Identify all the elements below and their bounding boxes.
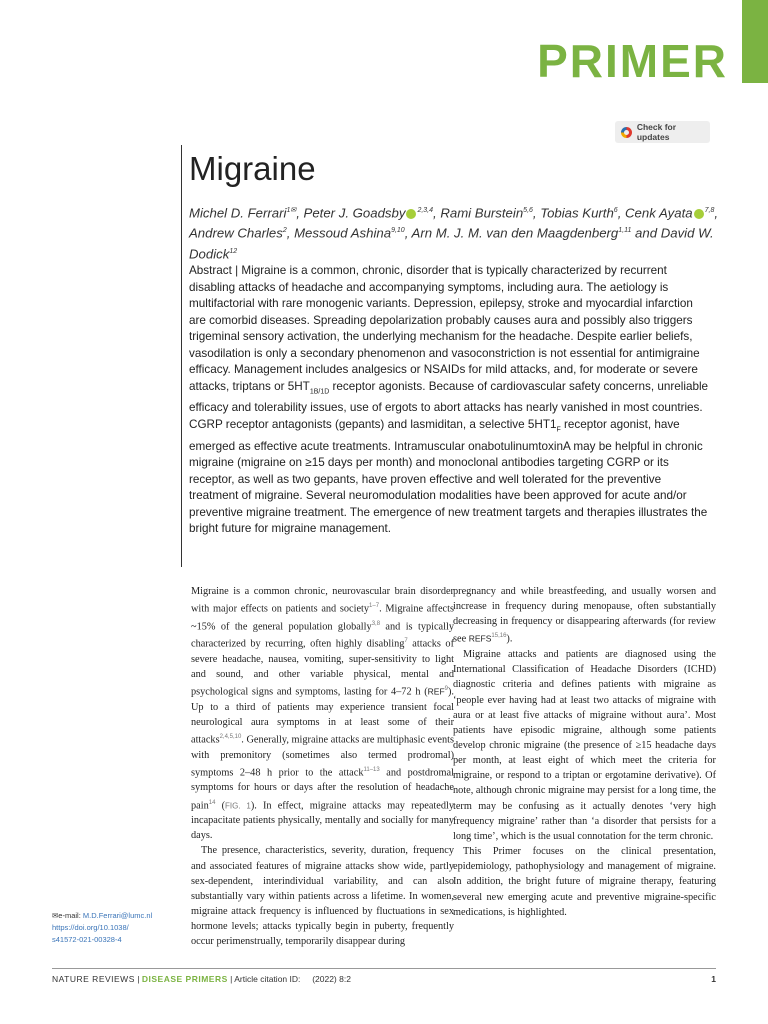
citation-link[interactable]: 7: [404, 638, 408, 645]
affiliation: 1,11: [618, 227, 632, 235]
author[interactable]: Tobias Kurth: [540, 205, 614, 221]
author[interactable]: Peter J. Goadsby: [303, 205, 406, 221]
title-rule: [181, 145, 182, 567]
body-paragraph: [191, 584, 454, 843]
author[interactable]: Arn M. J. M. van den Maagdenberg: [411, 225, 619, 241]
affiliation: 9,10: [391, 227, 405, 235]
footer-section: DISEASE PRIMERS: [141, 974, 228, 984]
text: and postdromal symptoms for hours or days after the resolution of headache pain: [191, 767, 454, 811]
affiliation: 2,3,4: [417, 207, 434, 214]
abstract: [189, 263, 709, 538]
abstract-text: receptor agonist, have emerged as effective acute treatments. Intramuscular onabotulinumtoxinA may be helpful in chronic migraine (migraine on ≥15 days per month) and monoclonal antibodies targeting CGRP or its receptor, as well as two gepants, have proven effective and well tolerated for the preventive treatment of migraine. Several neuromodulation modalities have been approved for acute and/or preventive migraine treatment. The emergence of new treatment targets and therapies illustrates the bright future for migraine management.: [189, 417, 708, 536]
section-label: PRIMER: [537, 35, 728, 87]
page-footer: [52, 974, 716, 984]
section-color-bar: [742, 0, 768, 83]
check-for-updates-button[interactable]: [615, 121, 710, 143]
footer-divider: [52, 968, 716, 969]
crossmark-icon: [621, 127, 632, 138]
text: . Generally, migraine attacks are multiphasic events with premonitory (sometimes also termed prodromal) symptoms 2–48 h prior to the attack: [191, 734, 454, 779]
abstract-label: Abstract |: [189, 264, 239, 277]
text: . Migraine affects ~15% of the general population globally: [191, 603, 454, 633]
citation-label: | Article citation ID:: [230, 974, 301, 984]
subscript: 1B/1D: [309, 387, 330, 395]
author[interactable]: Messoud Ashina: [294, 225, 392, 241]
text: attacks of severe headache, nausea, vomiting, super-sensitivity to light and sound, and other variable physical, mental and psychological signs and symptoms, lasting for 4–72 h (: [191, 638, 454, 698]
affiliation: 2: [282, 227, 287, 235]
citation-link[interactable]: 15,16: [491, 633, 507, 640]
text: (: [215, 799, 226, 811]
affiliation: 1✉: [286, 207, 297, 214]
author[interactable]: Andrew Charles: [189, 225, 283, 241]
abstract-text: receptor agonists. Because of cardiovascular safety concerns, unreliable efficacy and tolerability issues, use of ergots to abort attacks has nearly vanished in most countries. CGRP receptor antagonists (gepants) and lasmiditan, a selective 5HT1: [189, 379, 709, 431]
doi-link[interactable]: [52, 922, 192, 946]
affiliation: 7,8: [704, 207, 715, 214]
citation-link[interactable]: 2,4,5,10: [219, 734, 242, 741]
orcid-icon[interactable]: [406, 209, 416, 219]
text: ).: [506, 633, 513, 645]
body-column-1: [191, 584, 454, 950]
text: Migraine is a common chronic, neurovascular brain disorder with major effects on patients and society: [191, 586, 454, 615]
check-for-updates-label: Check for updates: [636, 122, 677, 142]
text: pregnancy and while breastfeeding, and usually worsen and increase in frequency during menopause, often substantially decreasing in frequency or disappearing afterwards (for review see: [453, 586, 716, 645]
author[interactable]: Michel D. Ferrari: [189, 205, 287, 221]
email-label: ✉e-mail:: [52, 911, 81, 920]
citation-link[interactable]: 9: [444, 686, 448, 693]
email-link[interactable]: M.D.Ferrari@lumc.nl: [82, 911, 153, 920]
doi-line: s41572-021-00328-4: [52, 935, 122, 944]
affiliation: 12: [229, 247, 238, 255]
separator: |: [137, 974, 140, 984]
ref-label: REFS: [468, 633, 492, 644]
doi-line: https://doi.org/10.1038/: [52, 923, 129, 932]
author[interactable]: Cenk Ayata: [625, 205, 693, 221]
text: ). Up to a third of patients may experience transient focal neurological aura symptoms in at least some of their attacks: [191, 686, 454, 746]
author[interactable]: David W. Dodick: [189, 225, 714, 262]
ref-label: REF: [427, 686, 445, 697]
orcid-icon[interactable]: [694, 209, 704, 219]
subscript: F: [556, 426, 561, 434]
author-list: Michel D. Ferrari$^{1✉}$, Peter J. Goadsby $^{2,3,4}$, Rami Burstein$^{5,6}$, Tobias Kurth$^6$, Cenk Ayata $^{7,8}$, Andrew Charles$^2$, Messoud Ashina$^{9,10}$, Arn M. J. M. van den Maagdenberg$^{1,11}$ and David W. Dodick$^{12}$: [189, 205, 719, 262]
body-paragraph: This Primer focuses on the clinical presentation, epidemiology, pathophysiology and management of migraine. In addition, the bright future of migraine therapy, featuring several new emerging acute and preventive migraine-specific medications, is highlighted.: [453, 846, 716, 918]
citation-link[interactable]: 11–13: [363, 766, 380, 773]
affiliation: 5,6: [523, 207, 533, 214]
affiliation: 6: [613, 207, 618, 214]
figure-link[interactable]: FIG. 1: [225, 800, 251, 810]
correspondence-note: [52, 910, 192, 946]
citation-link[interactable]: 3,8: [371, 620, 381, 627]
abstract-text: Migraine is a common, chronic, disorder that is typically characterized by recurrent disabling attacks of headache and accompanying symptoms, including aura. The aetiology is multifactorial with rare monogenic variants. Depression, epilepsy, stroke and myocardial infarction are comorbid diseases. Spreading depolarization probably causes aura and possibly also triggers trigeminal sensory activation, the underlying mechanism for the headache. Despite earlier beliefs, vasodilation is only a secondary phenomenon and vasoconstriction is not essential for antimigraine efficacy. Management includes analgesics or NSAIDs for mild attacks, and, for moderate or severe attacks, triptans or 5HT: [189, 264, 700, 393]
page-number: 1: [711, 974, 716, 984]
citation-link[interactable]: 14: [208, 799, 216, 806]
text: ). In effect, migraine attacks may repeatedly incapacitate patients physically, mentally and socially for many days.: [191, 799, 454, 842]
journal-name: NATURE REVIEWS: [52, 974, 135, 984]
body-column-2: [453, 584, 716, 920]
body-paragraph: Migraine attacks and patients are diagnosed using the International Classification of Headache Disorders (ICHD) diagnostic criteria and defines patients with migraine as ‘people ever having had at least two attacks of migraine with aura or at least five attacks of migraine without aura’. Most patients have episodic migraine, although some patients develop chronic migraine (the presence of ≥15 headache days per month, at least eight of which meet the criteria for migraine, or respond to a triptan or ergotamine derivative). Of note, although chronic migraine may persist for a long time, the term may be confusing as it actually denotes ‘very high frequency migraine’ rather than ‘a disorder that persists for a long time’, which is the usual connotation for the term chronic.: [453, 649, 716, 842]
body-paragraph: The presence, characteristics, severity, duration, frequency and associated features of migraine attacks show wide, partly sex-dependent, interindividual variability, and can also substantially vary within patients across a lifetime. In women, migraine attack frequency is influenced by fluctuations in sex hormone levels; attacks typically begin in puberty, frequently occur perimenstrually, temporarily disappear during: [191, 845, 454, 948]
body-paragraph: [453, 584, 716, 647]
article-title: Migraine: [189, 150, 316, 187]
citation-link[interactable]: 1–7: [369, 603, 380, 610]
citation-id: (2022) 8:2: [312, 974, 351, 984]
text: and is typically characterized by recurring, often highly disabling: [191, 621, 454, 650]
author[interactable]: Rami Burstein: [440, 205, 524, 221]
